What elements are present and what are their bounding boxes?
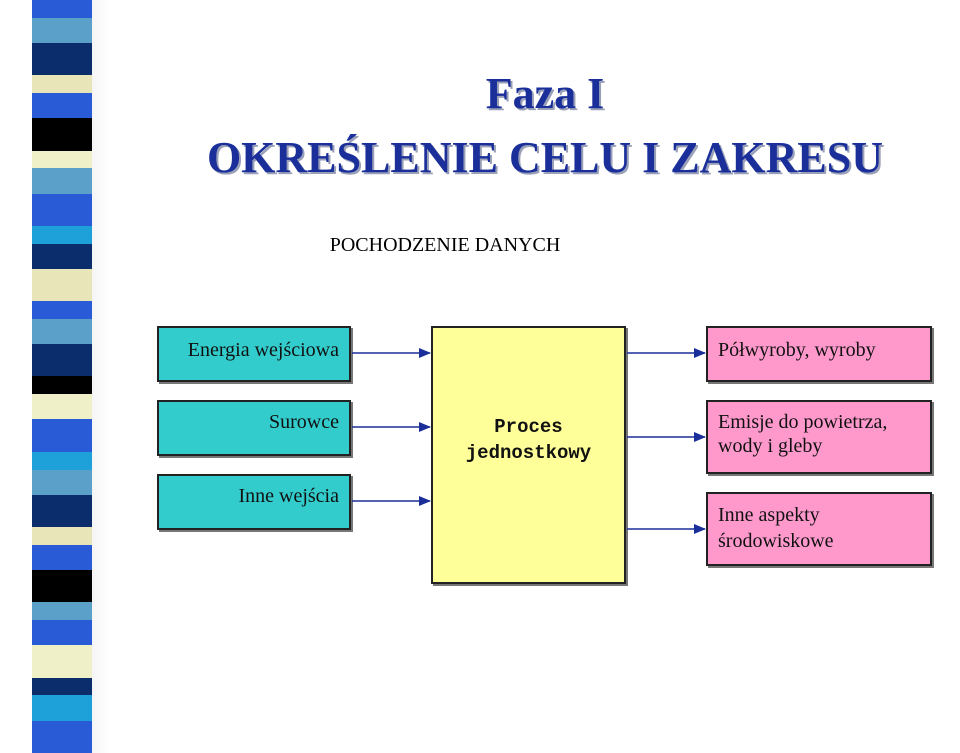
input-label: Energia wejściowa xyxy=(187,339,339,361)
output-label-line1: Inne aspekty xyxy=(718,504,820,526)
process-label-line1: Proces xyxy=(494,416,563,438)
slide-title: Faza I xyxy=(485,69,605,118)
output-label-line2: środowiskowe xyxy=(718,530,834,552)
output-label-line1: Emisje do powietrza, xyxy=(718,411,888,433)
input-label: Surowce xyxy=(269,411,339,433)
slide-subtitle: OKREŚLENIE CELU I ZAKRESU xyxy=(206,133,884,182)
input-label: Inne wejścia xyxy=(238,485,339,507)
output-label: Półwyroby, wyroby xyxy=(718,339,876,361)
section-label: POCHODZENIE DANYCH xyxy=(329,234,561,256)
process-label-line2: jednostkowy xyxy=(465,442,592,464)
output-label-line2: wody i gleby xyxy=(718,435,823,457)
